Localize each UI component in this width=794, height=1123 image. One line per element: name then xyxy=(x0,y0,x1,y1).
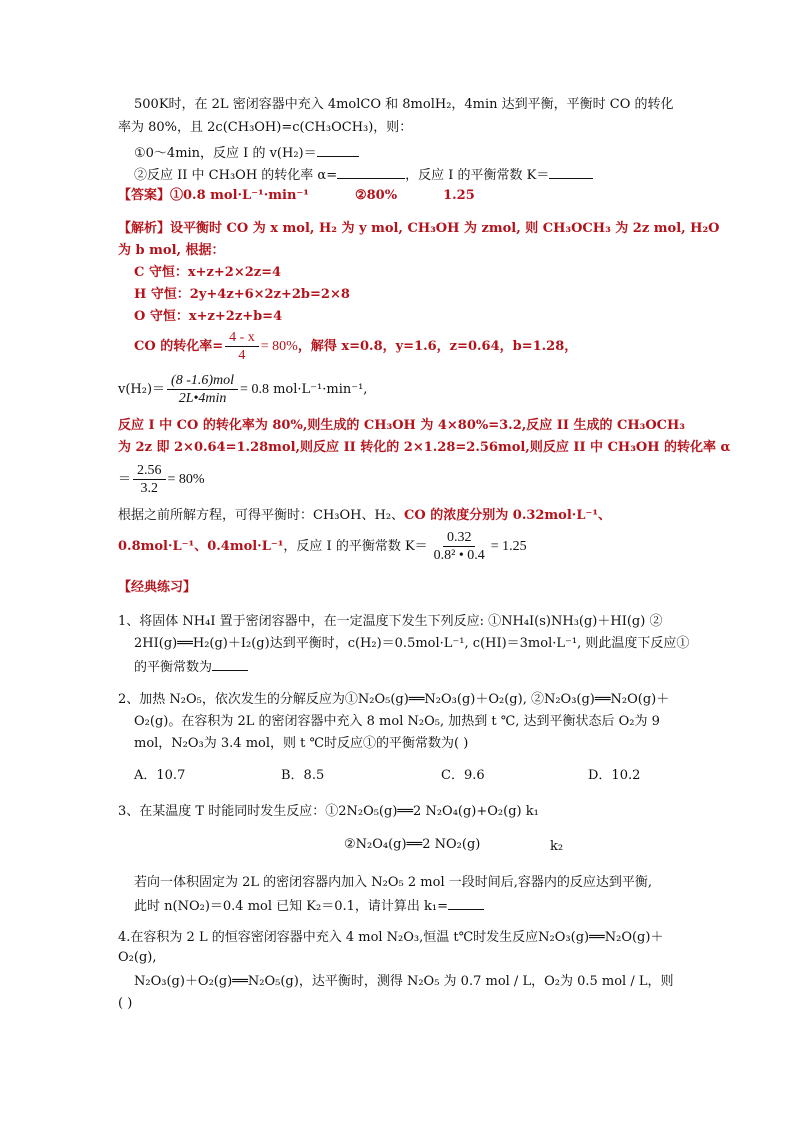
answer-label: 【答案】 xyxy=(118,188,171,203)
problem-1-line-1: 1、将固体 NH₄I 置于密闭容器中，在一定温度下发生下列反应: ①NH₄I(s)NH₃(g)＋HI(g) ② xyxy=(118,614,663,629)
k-line-1 xyxy=(118,506,611,526)
fraction-numerator: 2.56 xyxy=(133,462,166,480)
fraction-numerator: (8 -1.6)mol xyxy=(167,372,238,390)
h-conservation: H 守恒：2y+4z+6×2z+2b=2×8 xyxy=(134,287,350,302)
k-value: = 1.25 xyxy=(490,539,527,554)
fraction-denominator: 0.8² • 0.4 xyxy=(433,548,485,563)
rate-line xyxy=(118,370,367,410)
option-d: D．10.2 xyxy=(588,768,641,783)
fraction-denominator: 4 xyxy=(238,348,246,363)
co-conversion-line xyxy=(134,327,577,367)
fraction-denominator: 3.2 xyxy=(140,481,159,496)
problem-4-line-3: N₂O₃(g)＋O₂(g)══N₂O₅(g)，达平衡时，测得 N₂O₅ 为 0.7 mol / L，O₂为 0.5 mol / L，则 xyxy=(134,974,674,989)
practice-header: 【经典练习】 xyxy=(118,580,197,595)
k-text: 根据之前所解方程，可得平衡时：CH₃OH、H₂、 xyxy=(118,508,405,523)
rate-label: v(H₂)＝ xyxy=(118,382,166,397)
problem-2-line-2: O₂(g)。在容积为 2L 的密闭容器中充入 8 mol N₂O₅, 加热到 t ℃, 达到平衡状态后 O₂为 9 xyxy=(134,714,660,729)
rate-value: = 0.8 xyxy=(240,382,269,397)
intro-question-1 xyxy=(134,142,359,164)
problem-2-line-1: 2、加热 N₂O₅，依次发生的分解反应为①N₂O₅(g)══N₂O₃(g)＋O₂(g), ②N₂O₃(g)══N₂O(g)＋ xyxy=(118,692,670,707)
k-line-2 xyxy=(118,527,527,567)
problem-3-line-1: 3、在某温度 T 时能同时发生反应：①2N₂O₅(g)══2 N₂O₄(g)+O₂(g) k₁ xyxy=(118,804,539,819)
co-conversion-label: CO 的转化率= xyxy=(134,339,224,354)
alpha-value: = 80% xyxy=(167,472,205,487)
option-a: A．10.7 xyxy=(134,768,186,783)
answer-2: ②80% xyxy=(354,188,398,203)
k-concentrations: CO 的浓度分别为 0.32mol·L⁻¹、 xyxy=(404,508,612,523)
answer-blank xyxy=(549,164,593,179)
k-concentrations-2: 0.8mol·L⁻¹、0.4mol·L⁻¹ xyxy=(118,539,284,554)
problem-3-line-2: ②N₂O₄(g)══2 NO₂(g) xyxy=(344,837,481,852)
co-conversion-fraction xyxy=(225,329,259,364)
c-conservation: C 守恒：x+z+2×2z=4 xyxy=(134,265,282,280)
o-conservation: O 守恒：x+z+2z+b=4 xyxy=(134,309,283,324)
fraction-numerator: 0.32 xyxy=(443,529,476,547)
alpha-fraction xyxy=(133,462,166,497)
answer-blank xyxy=(212,656,248,671)
reasoning-line-2: 为 2z 即 2×0.64=1.28mol,则反应 II 转化的 2×1.28=2.56mol,则反应 II 中 CH₃OH 的转化率 α xyxy=(118,440,731,455)
problem-3-line-4 xyxy=(134,895,484,917)
rate-unit: mol·L⁻¹·min⁻¹, xyxy=(273,382,368,397)
analysis-line-1 xyxy=(118,219,719,239)
fraction-denominator: 2L•4min xyxy=(178,391,227,406)
answer-line xyxy=(118,186,475,206)
problem-4-line-2: O₂(g), xyxy=(118,950,157,965)
answer-1: ①0.8 mol·L⁻¹·min⁻¹ xyxy=(170,188,309,203)
problem-4-line-4: ( ) xyxy=(118,996,133,1011)
problem-1-line-2: 2HI(g)══H₂(g)＋I₂(g)达到平衡时，c(H₂)＝0.5mol·L⁻¹, c(HI)＝3mol·L⁻¹, 则此温度下反应① xyxy=(134,636,690,651)
answer-blank xyxy=(317,142,359,157)
p1-text: 的平衡常数为 xyxy=(134,660,213,675)
q1-text: ①0～4min，反应 I 的 v(H₂)＝ xyxy=(134,146,317,161)
answer-blank xyxy=(337,164,405,179)
intro-line-1: 500K时，在 2L 密闭容器中充入 4molCO 和 8molH₂，4min 达到平衡，平衡时 CO 的转化 xyxy=(134,97,674,112)
co-conversion-value: = 80% xyxy=(260,339,298,354)
p3-text: 此时 n(NO₂)＝0.4 mol 已知 K₂＝0.1，请计算出 k₁= xyxy=(134,899,448,914)
problem-4-line-1: 4.在容积为 2 L 的恒容密闭容器中充入 4 mol N₂O₃,恒温 t℃时发生反应N₂O₃(g)══N₂O(g)＋ xyxy=(118,930,664,945)
k-fraction xyxy=(430,529,489,564)
option-b: B．8.5 xyxy=(281,768,325,783)
problem-1-line-3 xyxy=(134,656,248,678)
answer-blank xyxy=(448,895,484,910)
analysis-line-2: 为 b mol, 根据： xyxy=(118,243,225,258)
q2-text: ②反应 II 中 CH₃OH 的转化率 α= xyxy=(134,168,338,183)
analysis-text: 设平衡时 CO 为 x mol, H₂ 为 y mol, CH₃OH 为 zmol, 则 CH₃OCH₃ 为 2z mol, H₂O xyxy=(170,221,720,236)
reasoning-line-1: 反应 I 中 CO 的转化率为 80%,则生成的 CH₃OH 为 4×80%=3.2,反应 II 生成的 CH₃OCH₃ xyxy=(118,418,685,433)
q2-text-b: ，反应 I 的平衡常数 K＝ xyxy=(405,168,550,183)
option-c: C．9.6 xyxy=(441,768,485,783)
fraction-numerator: 4 - x xyxy=(225,329,259,347)
intro-question-2 xyxy=(134,164,593,186)
co-solution: ，解得 x=0.8，y=1.6，z=0.64，b=1.28， xyxy=(297,339,578,354)
problem-2-line-3: mol，N₂O₃为 3.4 mol，则 t ℃时反应①的平衡常数为( ) xyxy=(134,736,469,751)
analysis-label: 【解析】 xyxy=(118,221,171,236)
k-label: ，反应 I 的平衡常数 K＝ xyxy=(283,539,428,554)
alpha-line xyxy=(118,460,205,500)
intro-line-2: 率为 80%，且 2c(CH₃OH)=c(CH₃OCH₃)，则： xyxy=(118,120,413,135)
problem-3-line-3: 若向一体积固定为 2L 的密闭容器内加入 N₂O₅ 2 mol 一段时间后,容器内的反应达到平衡, xyxy=(134,875,653,890)
problem-3-k2: k₂ xyxy=(550,839,564,854)
answer-3: 1.25 xyxy=(443,188,475,203)
alpha-equals: ＝ xyxy=(118,472,132,487)
rate-fraction xyxy=(167,372,238,407)
